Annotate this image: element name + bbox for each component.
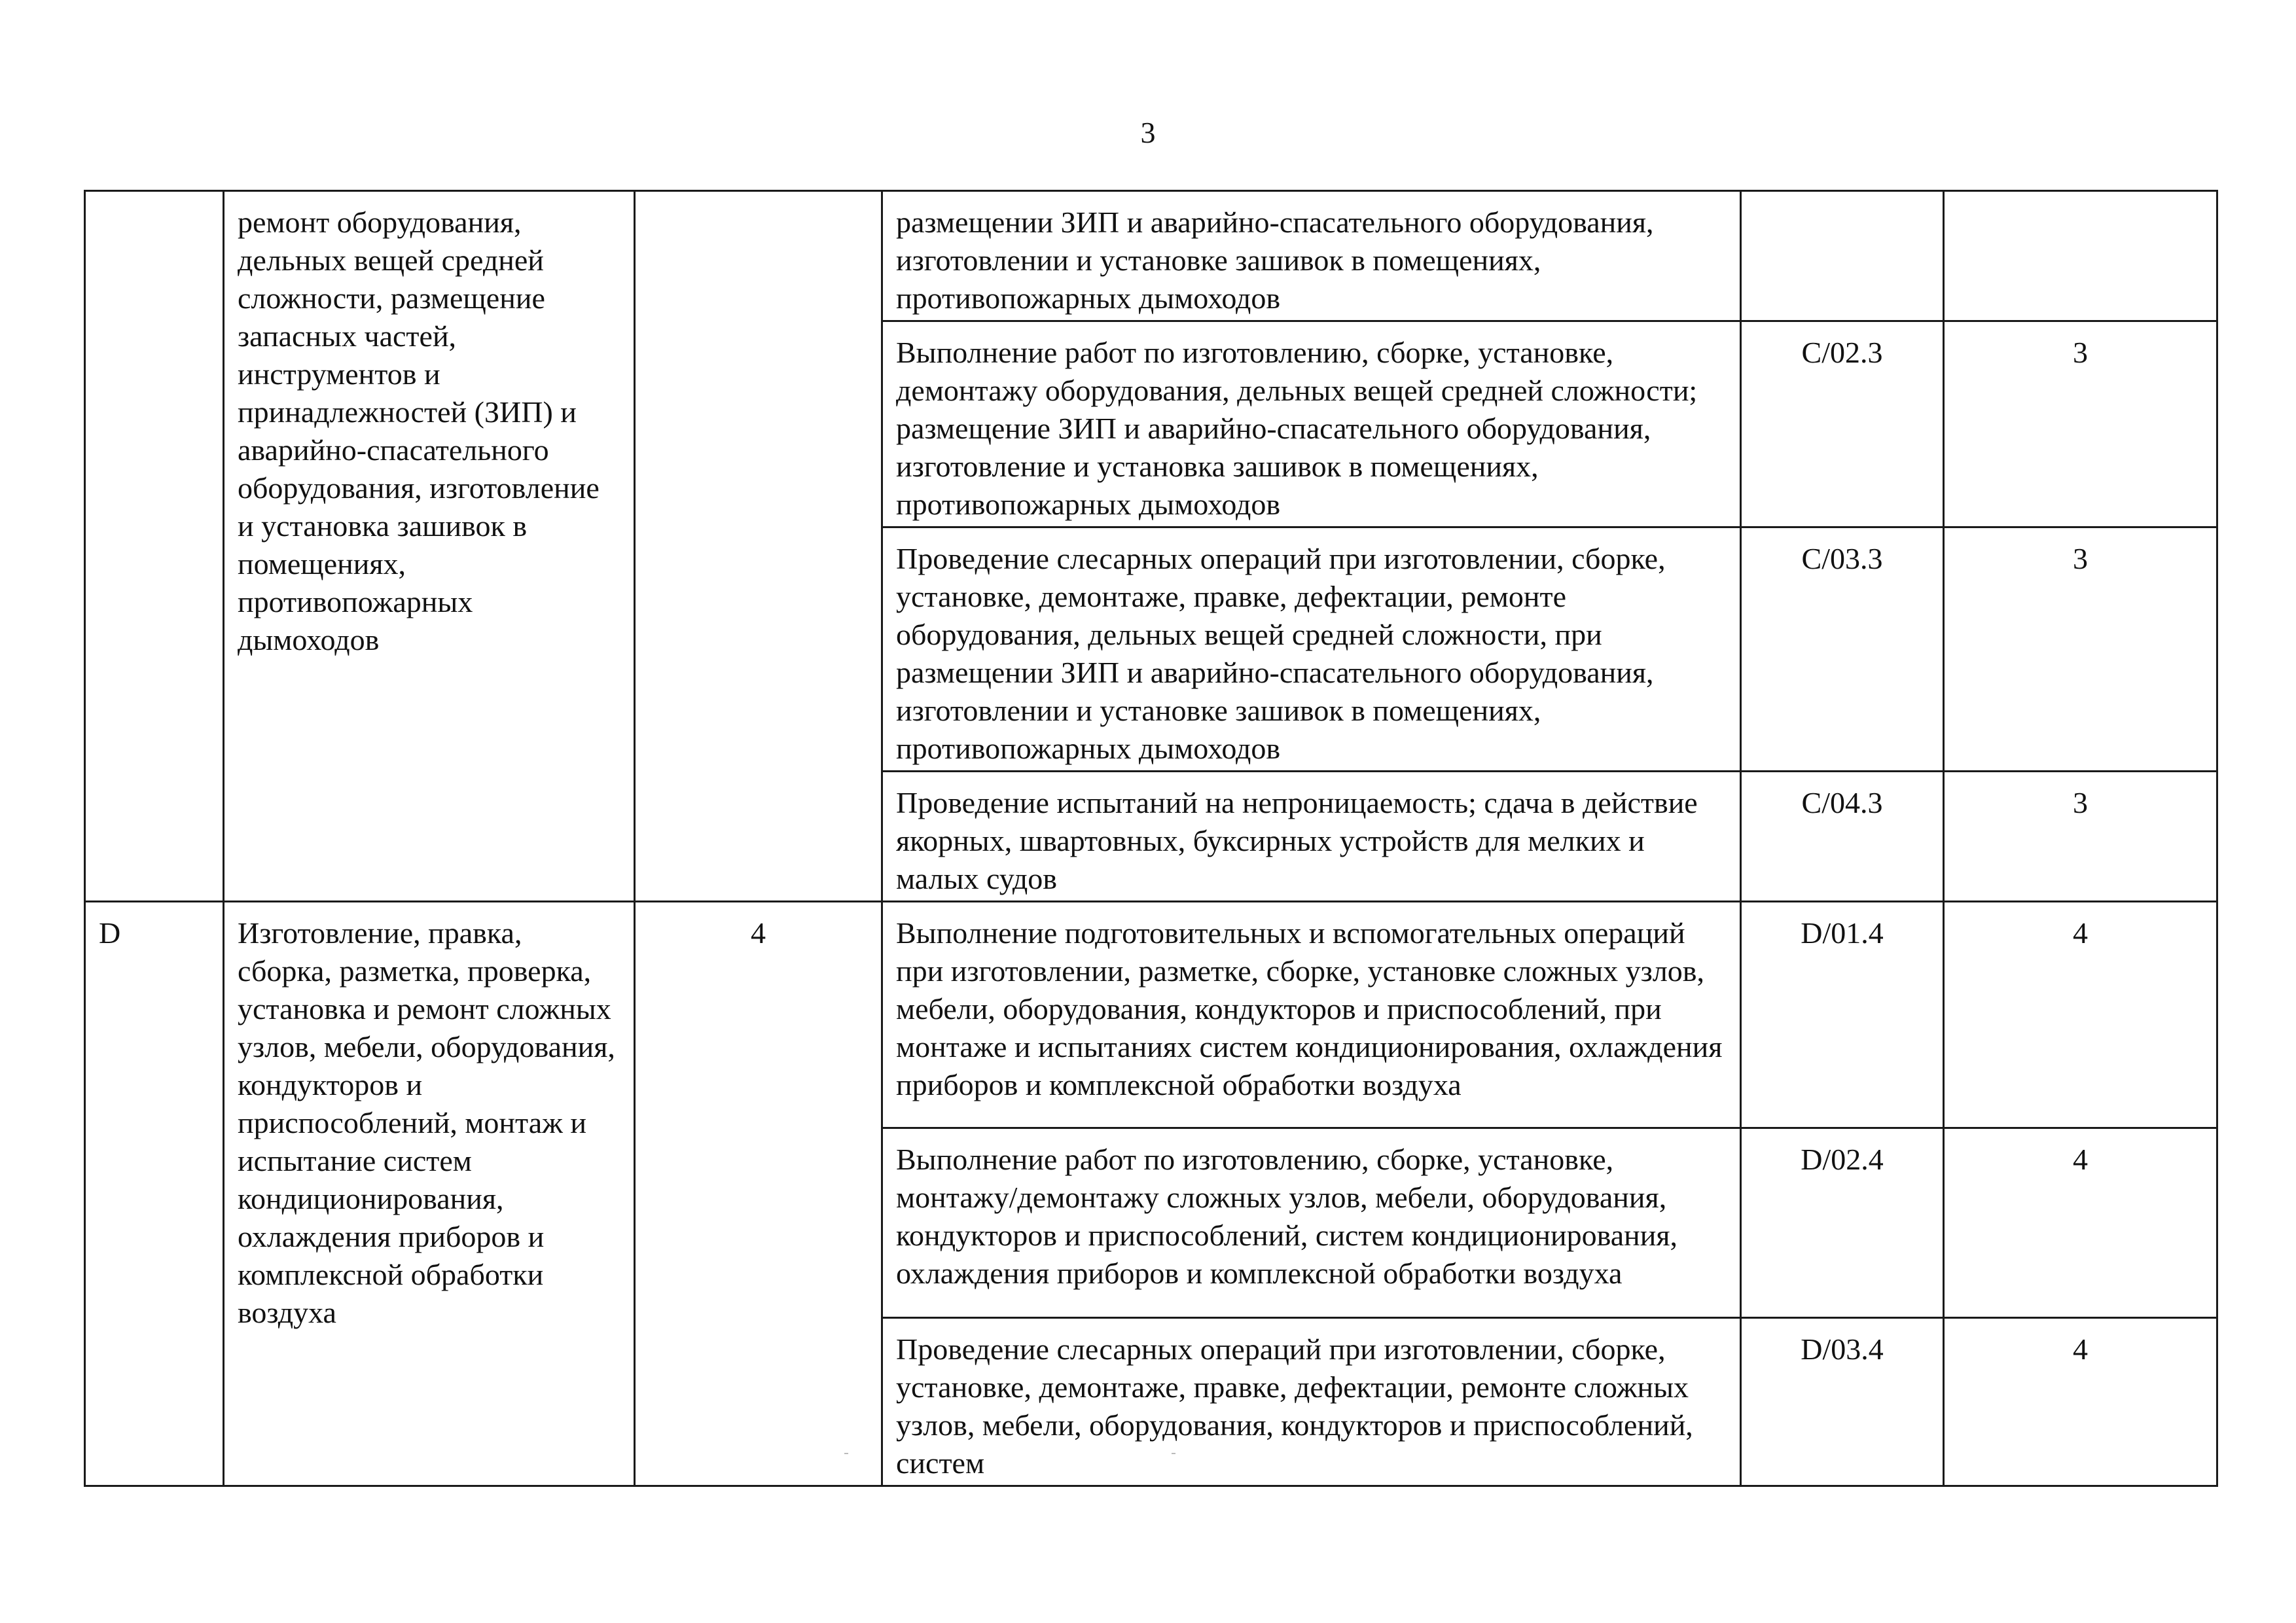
generalized-function-code: D [85, 902, 224, 1486]
labor-function-code: D/01.4 [1741, 902, 1944, 1128]
labor-function: размещении ЗИП и аварийно-спасательного оборудования, изготовлении и установке зашивок в помещениях, противопожарных дымоходов [882, 191, 1741, 321]
scan-marks [844, 1453, 1185, 1459]
generalized-function-code [85, 191, 224, 902]
labor-function: Выполнение подготовительных и вспомогательных операций при изготовлении, разметке, сборке, установке сложных узлов, мебели, оборудования, кондукторов и приспособлений, при монтаже и испытаниях систем кондиционирования, охлаждения приборов и комплексной обработки воздуха [882, 902, 1741, 1128]
labor-function: Проведение слесарных операций при изготовлении, сборке, установке, демонтаже, правке, дефектации, ремонте оборудования, дельных вещей средней сложности, при размещении ЗИП и аварийно-спасательного оборудования, изготовлении и установке зашивок в помещениях, противопожарных дымоходов [882, 527, 1741, 772]
scan-dot [844, 1453, 848, 1454]
labor-function-code: D/02.4 [1741, 1128, 1944, 1318]
labor-function-level: 3 [1944, 527, 2217, 772]
labor-function: Проведение слесарных операций при изготовлении, сборке, установке, демонтаже, правке, дефектации, ремонте сложных узлов, мебели, оборудования, кондукторов и приспособлений, систем [882, 1318, 1741, 1486]
labor-function-code: C/04.3 [1741, 772, 1944, 902]
labor-function-code [1741, 191, 1944, 321]
labor-function-level: 4 [1944, 1318, 2217, 1486]
qualification-level [635, 191, 882, 902]
functions-table [84, 190, 2218, 1487]
labor-function: Выполнение работ по изготовлению, сборке, установке, демонтажу оборудования, дельных вещей средней сложности; размещение ЗИП и аварийно-спасательного оборудования, изготовление и установка зашивок в помещениях, противопожарных дымоходов [882, 321, 1741, 527]
labor-function-code: C/02.3 [1741, 321, 1944, 527]
labor-function-level: 4 [1944, 902, 2217, 1128]
generalized-function-name: ремонт оборудования, дельных вещей средней сложности, размещение запасных частей, инструментов и принадлежностей (ЗИП) и аварийно-спасательного оборудования, изготовление и установка зашивок в помещениях, противопожарных дымоходов [224, 191, 635, 902]
table-row [85, 191, 2217, 321]
scan-dot [1172, 1453, 1175, 1454]
labor-function-level: 3 [1944, 321, 2217, 527]
labor-function: Проведение испытаний на непроницаемость; сдача в действие якорных, швартовных, буксирных устройств для мелких и малых судов [882, 772, 1741, 902]
labor-function-level: 4 [1944, 1128, 2217, 1318]
page-number: 3 [1140, 116, 1156, 149]
qualification-level: 4 [635, 902, 882, 1486]
generalized-function-name: Изготовление, правка, сборка, разметка, проверка, установка и ремонт сложных узлов, мебели, оборудования, кондукторов и приспособлений, монтаж и испытание систем кондиционирования, охлаждения приборов и комплексной обработки воздуха [224, 902, 635, 1486]
labor-function: Выполнение работ по изготовлению, сборке, установке, монтажу/демонтажу сложных узлов, мебели, оборудования, кондукторов и приспособлений, систем кондиционирования, охлаждения приборов и комплексной обработки воздуха [882, 1128, 1741, 1318]
labor-function-code: D/03.4 [1741, 1318, 1944, 1486]
labor-function-code: C/03.3 [1741, 527, 1944, 772]
labor-function-level: 3 [1944, 772, 2217, 902]
table-row [85, 902, 2217, 1128]
labor-function-level [1944, 191, 2217, 321]
